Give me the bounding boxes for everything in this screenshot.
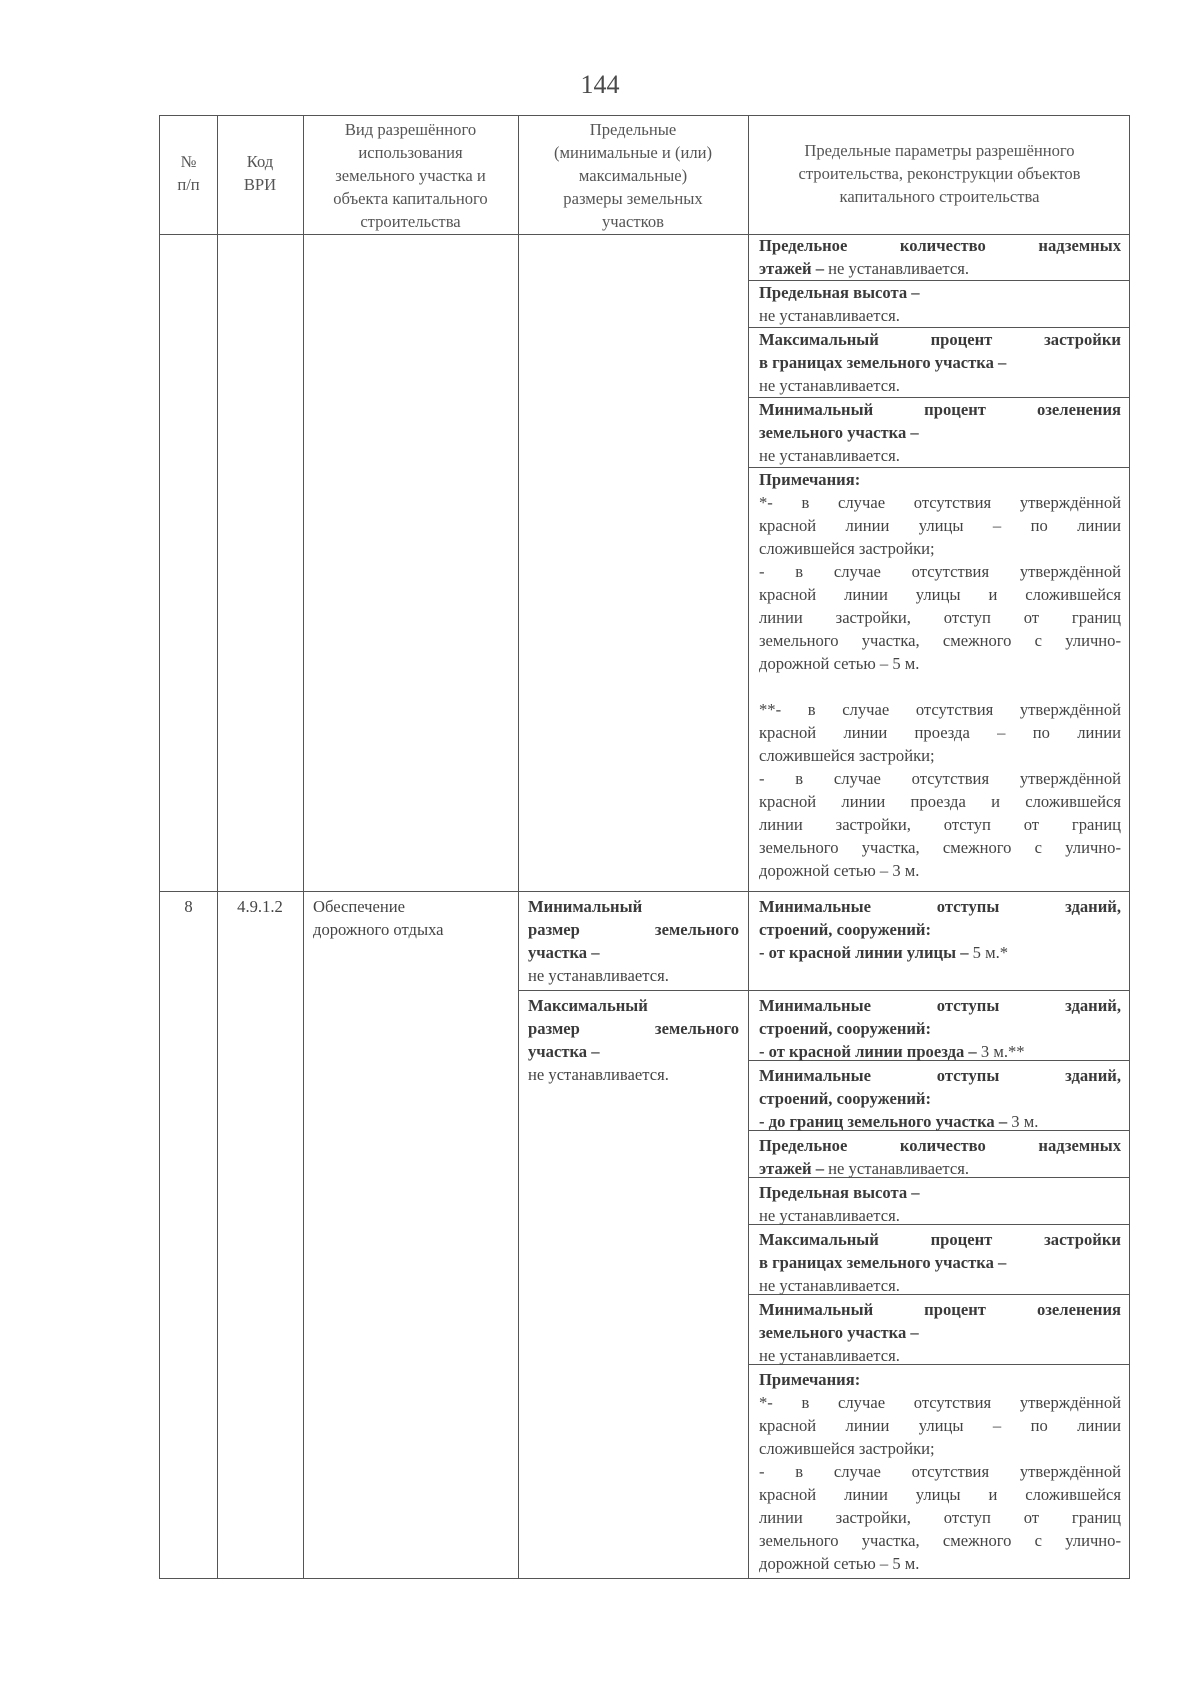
plain-text: не устанавливается. bbox=[759, 306, 900, 325]
text-line bbox=[759, 744, 1121, 767]
plain-text: дорожной сетью – 5 м. bbox=[759, 654, 920, 673]
header-line: Предельные параметры разрешённого bbox=[804, 141, 1075, 160]
text-line bbox=[759, 1228, 1121, 1251]
param-setback-drive bbox=[759, 994, 1121, 1063]
header-line: Код bbox=[246, 152, 274, 171]
plain-text: земельного участка, смежного с улично- bbox=[759, 631, 1121, 650]
header-line: № bbox=[180, 152, 197, 171]
text-line bbox=[759, 1391, 1121, 1414]
header-line: строительства, реконструкции объектов bbox=[798, 164, 1081, 183]
bold-text: Минимальный процент озеленения bbox=[759, 1300, 1121, 1319]
text-line bbox=[759, 652, 1121, 675]
text-line bbox=[759, 1460, 1121, 1483]
text-line bbox=[759, 1529, 1121, 1552]
land-use-table bbox=[159, 115, 1130, 1579]
plain-text: *- в случае отсутствия утверждённой bbox=[759, 1393, 1121, 1412]
plain-text: - в случае отсутствия утверждённой bbox=[759, 562, 1121, 581]
text-line bbox=[759, 444, 1121, 467]
header-line: капитального строительства bbox=[839, 187, 1040, 206]
plain-text: не устанавливается. bbox=[759, 1346, 900, 1365]
bold-text: земельного участка – bbox=[759, 1323, 919, 1342]
bold-text: Минимальные отступы зданий, bbox=[759, 1066, 1121, 1085]
header-line: земельного участка и bbox=[335, 166, 486, 185]
text-line bbox=[528, 895, 739, 918]
text-line bbox=[759, 1087, 1121, 1110]
bold-text: Минимальный процент озеленения bbox=[759, 400, 1121, 419]
header-line: строительства bbox=[360, 212, 461, 231]
plain-text: 3 м. bbox=[1007, 1112, 1039, 1131]
text-line bbox=[759, 1414, 1121, 1437]
plain-text: земельного участка, смежного с улично- bbox=[759, 1531, 1121, 1550]
text-line bbox=[759, 1274, 1121, 1297]
text-line bbox=[528, 994, 739, 1017]
bold-text: - от красной линии проезда – bbox=[759, 1042, 977, 1061]
header-line: использования bbox=[358, 143, 463, 162]
bold-text: - от красной линии улицы – bbox=[759, 943, 969, 962]
blank-line bbox=[759, 675, 1121, 698]
plain-text: дорожной сетью – 3 м. bbox=[759, 861, 920, 880]
header-use bbox=[303, 118, 518, 233]
text-line bbox=[759, 941, 1121, 964]
param-height-cont bbox=[759, 281, 1121, 327]
text-line bbox=[759, 994, 1121, 1017]
param-green-percent-cont bbox=[759, 398, 1121, 467]
row-number: 8 bbox=[184, 897, 193, 916]
bold-text: строений, сооружений: bbox=[759, 1089, 932, 1108]
text-line bbox=[759, 560, 1121, 583]
text-line bbox=[759, 328, 1121, 351]
text-line bbox=[759, 606, 1121, 629]
bold-text: Предельное количество надземных bbox=[759, 1136, 1121, 1155]
header-line: максимальные) bbox=[578, 166, 688, 185]
size-max bbox=[528, 994, 739, 1086]
plain-text: - в случае отсутствия утверждённой bbox=[759, 769, 1121, 788]
plain-text: линии застройки, отступ от границ bbox=[759, 1508, 1121, 1527]
text-line bbox=[759, 398, 1121, 421]
header-line: объекта капитального bbox=[333, 189, 488, 208]
param-floors bbox=[759, 1134, 1121, 1180]
plain-text: сложившейся застройки; bbox=[759, 539, 935, 558]
plain-text: линии застройки, отступ от границ bbox=[759, 815, 1121, 834]
bold-text: размер земельного bbox=[528, 920, 739, 939]
plain-text: не устанавливается. bbox=[528, 966, 669, 985]
text-line bbox=[528, 918, 739, 941]
page-number: 144 bbox=[580, 70, 620, 99]
plain-text: 3 м.** bbox=[976, 1042, 1025, 1061]
column-divider bbox=[748, 116, 749, 1578]
plain-text: красной линии улицы – по линии bbox=[759, 516, 1121, 535]
text-line bbox=[759, 374, 1121, 397]
text-line bbox=[528, 1017, 739, 1040]
param-setback-border bbox=[759, 1064, 1121, 1133]
text-line bbox=[759, 790, 1121, 813]
text-line bbox=[759, 1506, 1121, 1529]
header-line: участков bbox=[602, 212, 664, 231]
header-line: п/п bbox=[177, 175, 200, 194]
param-build-percent bbox=[759, 1228, 1121, 1297]
bold-text: строений, сооружений: bbox=[759, 1019, 932, 1038]
text-line bbox=[759, 1552, 1121, 1575]
row-divider bbox=[160, 891, 1129, 892]
plain-text: красной линии проезда – по линии bbox=[759, 723, 1121, 742]
text-line bbox=[759, 1064, 1121, 1087]
plain-text: сложившейся застройки; bbox=[759, 746, 935, 765]
header-line: Вид разрешённого bbox=[344, 120, 477, 139]
header-code bbox=[217, 150, 303, 196]
header-line: размеры земельных bbox=[563, 189, 703, 208]
row-use-type bbox=[313, 895, 513, 941]
plain-text: 5 м.* bbox=[968, 943, 1009, 962]
header-line: ВРИ bbox=[243, 175, 277, 194]
header-number bbox=[160, 150, 217, 196]
plain-text: сложившейся застройки; bbox=[759, 1439, 935, 1458]
plain-text: не устанавливается. bbox=[759, 446, 900, 465]
plain-text: не устанавливается. bbox=[824, 1159, 970, 1178]
row-code: 4.9.1.2 bbox=[237, 897, 283, 916]
param-green-percent bbox=[759, 1298, 1121, 1367]
size-divider bbox=[518, 990, 748, 991]
text-line bbox=[759, 813, 1121, 836]
text-line bbox=[759, 1298, 1121, 1321]
plain-text: **- в случае отсутствия утверждённой bbox=[759, 700, 1121, 719]
text-line bbox=[759, 895, 1121, 918]
text-line bbox=[759, 491, 1121, 514]
use-line: Обеспечение bbox=[313, 897, 406, 916]
text-line bbox=[759, 281, 1121, 304]
text-line bbox=[759, 1017, 1121, 1040]
param-build-percent-cont bbox=[759, 328, 1121, 397]
plain-text: не устанавливается. bbox=[528, 1065, 669, 1084]
text-line bbox=[759, 351, 1121, 374]
plain-text: - в случае отсутствия утверждённой bbox=[759, 1462, 1121, 1481]
column-divider bbox=[217, 116, 218, 1578]
text-line bbox=[759, 721, 1121, 744]
text-line bbox=[759, 257, 1121, 280]
text-line bbox=[759, 1483, 1121, 1506]
plain-text: *- в случае отсутствия утверждённой bbox=[759, 493, 1121, 512]
bold-text: этажей – bbox=[759, 1159, 825, 1178]
text-line bbox=[759, 234, 1121, 257]
bold-text: Максимальный bbox=[528, 996, 648, 1015]
param-divider bbox=[748, 990, 1129, 991]
bold-text: Максимальный процент застройки bbox=[759, 1230, 1121, 1249]
plain-text: красной линии улицы и сложившейся bbox=[759, 585, 1121, 604]
text-line bbox=[759, 1110, 1121, 1133]
text-line bbox=[528, 964, 739, 987]
bold-text: Минимальный bbox=[528, 897, 643, 916]
bold-text: в границах земельного участка – bbox=[759, 353, 1007, 372]
bold-text: Минимальные отступы зданий, bbox=[759, 996, 1121, 1015]
bold-text: Минимальные отступы зданий, bbox=[759, 897, 1121, 916]
plain-text: линии застройки, отступ от границ bbox=[759, 608, 1121, 627]
bold-text: Предельная высота – bbox=[759, 1183, 920, 1202]
text-line bbox=[759, 1204, 1121, 1227]
bold-text: Предельная высота – bbox=[759, 283, 920, 302]
param-floors-cont bbox=[759, 234, 1121, 280]
plain-text: не устанавливается. bbox=[759, 376, 900, 395]
column-divider bbox=[303, 116, 304, 1578]
plain-text: не устанавливается. bbox=[824, 259, 970, 278]
header-line: Предельные bbox=[589, 120, 677, 139]
header-size bbox=[518, 118, 748, 233]
text-line bbox=[759, 1181, 1121, 1204]
text-line bbox=[759, 629, 1121, 652]
text-line bbox=[759, 859, 1121, 882]
text-line bbox=[759, 1437, 1121, 1460]
bold-text: строений, сооружений: bbox=[759, 920, 932, 939]
text-line bbox=[759, 1134, 1121, 1157]
plain-text: красной линии улицы – по линии bbox=[759, 1416, 1121, 1435]
column-divider bbox=[518, 116, 519, 1578]
text-line bbox=[759, 304, 1121, 327]
text-line bbox=[759, 1368, 1121, 1391]
bold-text: Примечания: bbox=[759, 470, 861, 489]
text-line bbox=[759, 1251, 1121, 1274]
text-line bbox=[759, 421, 1121, 444]
plain-text: красной линии улицы и сложившейся bbox=[759, 1485, 1121, 1504]
bold-text: этажей – bbox=[759, 259, 825, 278]
bold-text: - до границ земельного участка – bbox=[759, 1112, 1008, 1131]
text-line bbox=[759, 1321, 1121, 1344]
header-line: (минимальные и (или) bbox=[553, 143, 713, 162]
text-line bbox=[759, 918, 1121, 941]
bold-text: участка – bbox=[528, 1042, 600, 1061]
param-height bbox=[759, 1181, 1121, 1227]
text-line bbox=[759, 1040, 1121, 1063]
text-line bbox=[759, 514, 1121, 537]
bold-text: Максимальный процент застройки bbox=[759, 330, 1121, 349]
text-line bbox=[528, 1040, 739, 1063]
bold-text: земельного участка – bbox=[759, 423, 919, 442]
text-line bbox=[759, 583, 1121, 606]
header-params bbox=[748, 139, 1131, 208]
text-line bbox=[528, 1063, 739, 1086]
param-notes-cont bbox=[759, 468, 1121, 882]
text-line bbox=[759, 767, 1121, 790]
plain-text: дорожной сетью – 5 м. bbox=[759, 1554, 920, 1573]
plain-text: не устанавливается. bbox=[759, 1206, 900, 1225]
param-setback-street bbox=[759, 895, 1121, 964]
size-min bbox=[528, 895, 739, 987]
text-line bbox=[759, 836, 1121, 859]
text-line bbox=[759, 468, 1121, 491]
text-line bbox=[759, 698, 1121, 721]
use-line: дорожного отдыха bbox=[313, 920, 444, 939]
bold-text: Предельное количество надземных bbox=[759, 236, 1121, 255]
text-line bbox=[528, 941, 739, 964]
bold-text: в границах земельного участка – bbox=[759, 1253, 1007, 1272]
text-line bbox=[759, 1344, 1121, 1367]
plain-text: земельного участка, смежного с улично- bbox=[759, 838, 1121, 857]
bold-text: размер земельного bbox=[528, 1019, 739, 1038]
plain-text: не устанавливается. bbox=[759, 1276, 900, 1295]
text-line bbox=[759, 1157, 1121, 1180]
plain-text: красной линии проезда и сложившейся bbox=[759, 792, 1121, 811]
param-notes bbox=[759, 1368, 1121, 1575]
text-line bbox=[759, 537, 1121, 560]
bold-text: участка – bbox=[528, 943, 600, 962]
bold-text: Примечания: bbox=[759, 1370, 861, 1389]
